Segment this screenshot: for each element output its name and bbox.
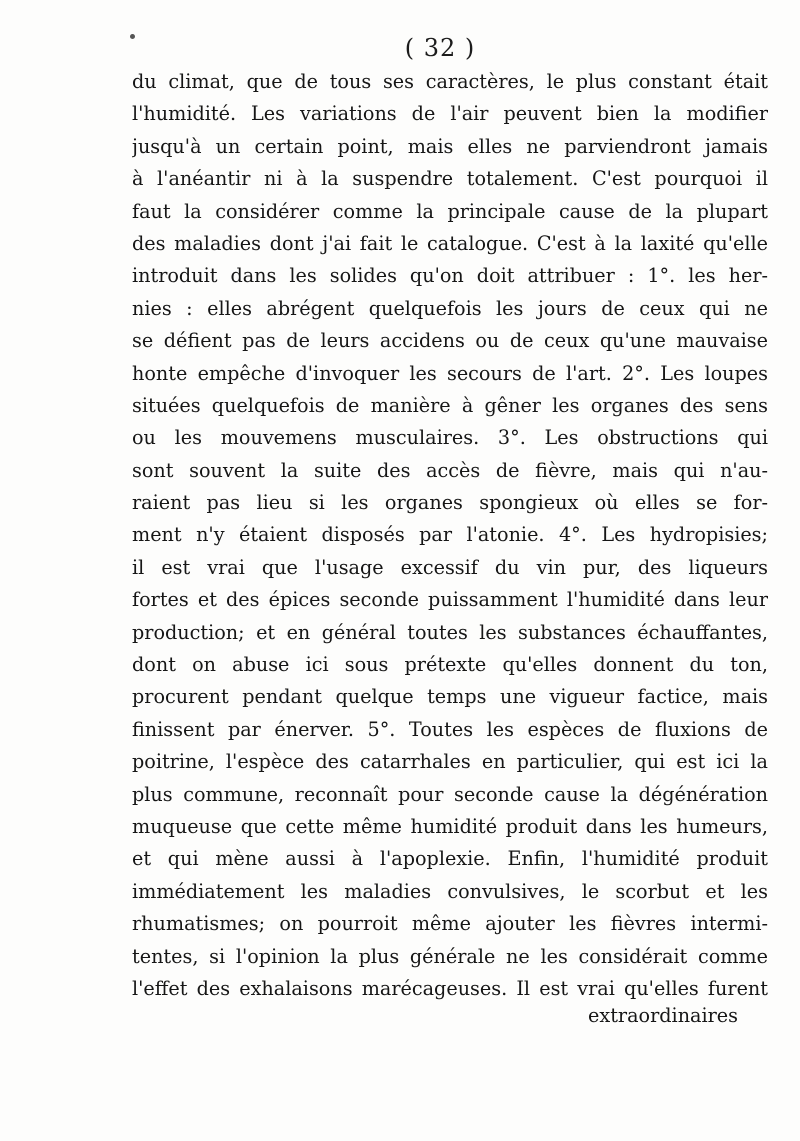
text-line: l'humidité. Les variations de l'air peuvent bien la modifier [132, 102, 768, 126]
text-line: rhumatismes; on pourroit même ajouter les fièvres intermi- [132, 912, 768, 936]
text-line: à l'anéantir ni à la suspendre totalement. C'est pourquoi il [132, 167, 768, 191]
text-line: production; et en général toutes les substances échauffantes, [132, 620, 768, 644]
text-line: tentes, si l'opinion la plus générale ne les considérait comme [132, 944, 768, 968]
text-line: finissent par énerver. 5°. Toutes les espèces de fluxions de [132, 717, 768, 741]
text-line: des maladies dont j'ai fait le catalogue. C'est à la laxité qu'elle [132, 231, 768, 255]
text-line: honte empêche d'invoquer les secours de l'art. 2°. Les loupes [132, 361, 768, 385]
page-number: ( 32 ) [404, 34, 476, 62]
text-line: immédiatement les maladies convulsives, le scorbut et les [132, 879, 768, 903]
text-line: et qui mène aussi à l'apoplexie. Enfin, l'humidité produit [132, 847, 768, 871]
text-line: procurent pendant quelque temps une vigueur factice, mais [132, 685, 768, 709]
text-line: dont on abuse ici sous prétexte qu'elles donnent du ton, [132, 653, 768, 677]
text-line: du climat, que de tous ses caractères, le plus constant était [132, 70, 768, 93]
text-line: l'effet des exhalaisons marécageuses. Il est vrai qu'elles furent [132, 976, 768, 1000]
text-line: poitrine, l'espèce des catarrhales en particulier, qui est ici la [132, 750, 768, 774]
catchword: extraordinaires [588, 1004, 738, 1027]
text-line: se défient pas de leurs accidens ou de ceux qu'une mauvaise [132, 329, 768, 353]
text-line: raient pas lieu si les organes spongieux où elles se for- [132, 491, 768, 515]
text-line: introduit dans les solides qu'on doit attribuer : 1°. les her- [132, 264, 768, 288]
body-text [132, 66, 768, 1005]
text-line: sont souvent la suite des accès de fièvre, mais qui n'au- [132, 458, 768, 482]
text-line: il est vrai que l'usage excessif du vin pur, des liqueurs [132, 555, 768, 579]
text-line: ou les mouvemens musculaires. 3°. Les obstructions qui [132, 426, 768, 450]
text-line: jusqu'à un certain point, mais elles ne parviendront jamais [132, 134, 768, 158]
text-line: faut la considérer comme la principale cause de la plupart [132, 199, 768, 223]
text-line: plus commune, reconnaît pour seconde cause la dégénération [132, 782, 768, 806]
text-line: muqueuse que cette même humidité produit dans les humeurs, [132, 814, 768, 838]
text-line: situées quelquefois de manière à gêner les organes des sens [132, 393, 768, 417]
text-line: fortes et des épices seconde puissamment l'humidité dans leur [132, 588, 768, 612]
text-line: nies : elles abrégent quelquefois les jours de ceux qui ne [132, 296, 768, 320]
text-line: ment n'y étaient disposés par l'atonie. 4°. Les hydropisies; [132, 523, 768, 547]
